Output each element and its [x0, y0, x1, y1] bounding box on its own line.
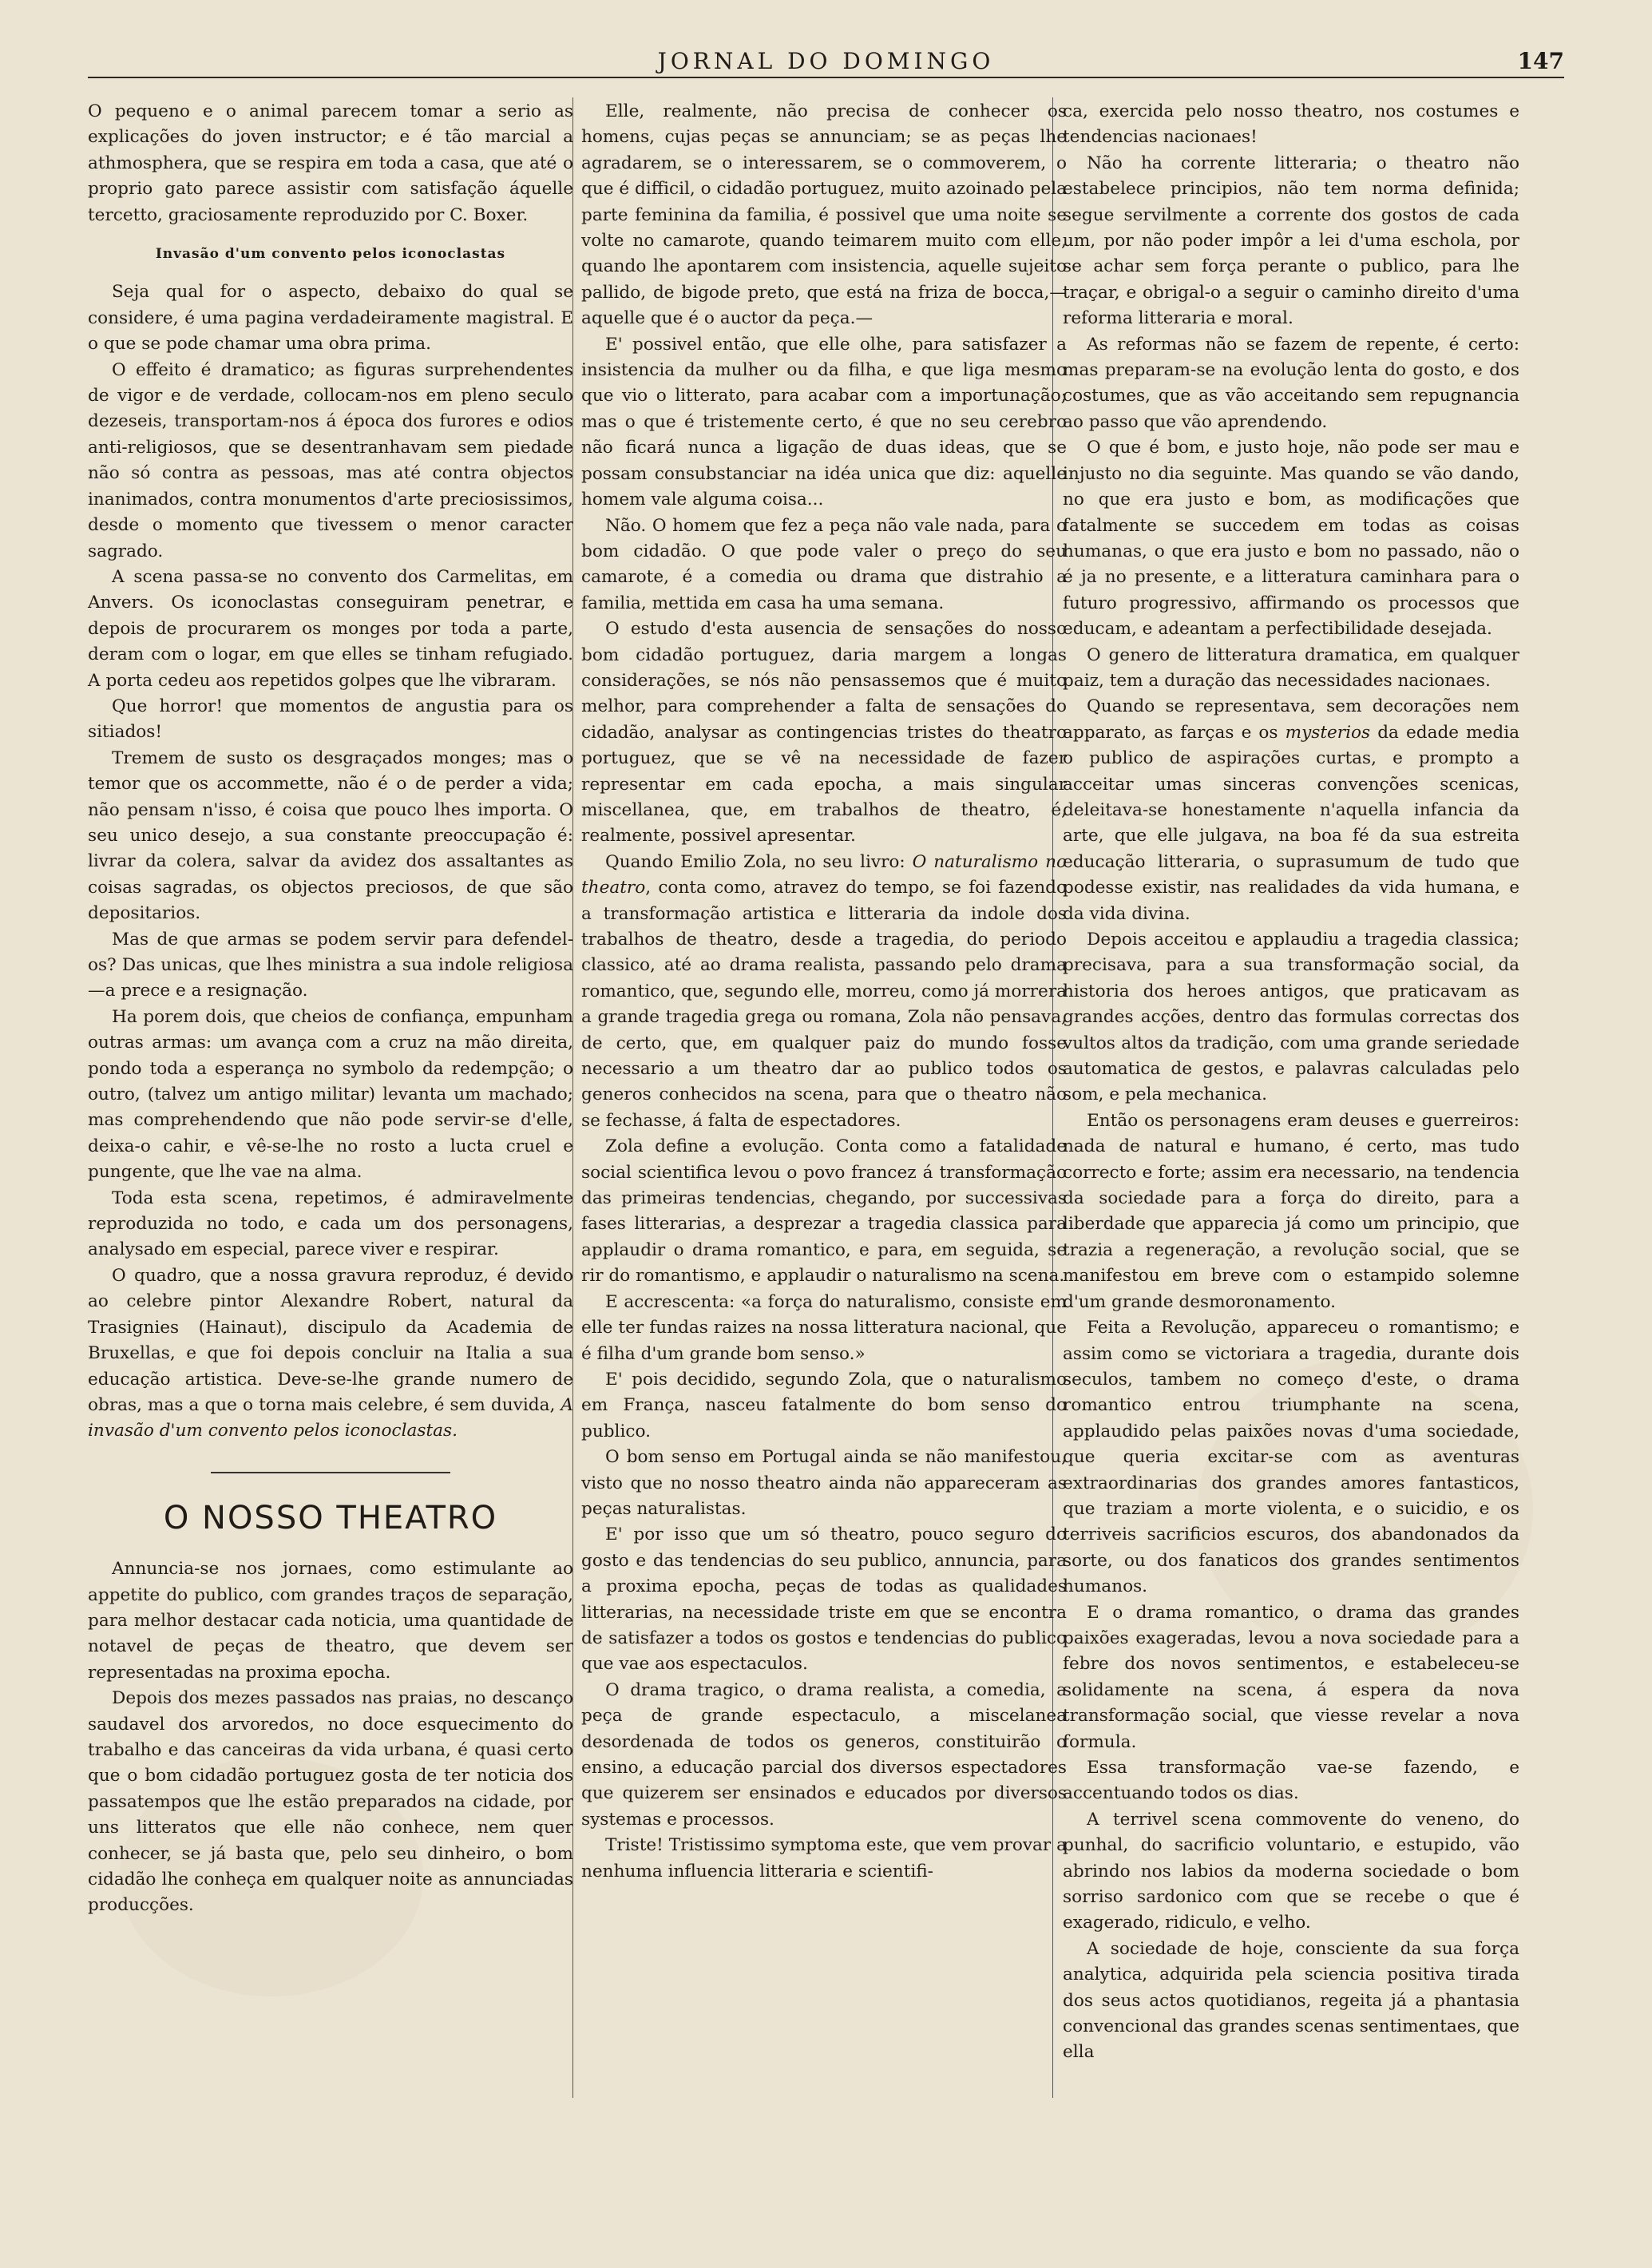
- paragraph: Tremem de susto os desgraçados monges; mas o temor que os accommette, não é o de perder a vida; não pensam n'isso, é coisa que pouco lhes importa. O seu unico desejo, a sua constante preoccupação é: livrar da colera, salvar da avidez dos assaltantes as coisas sagradas, os objectos preciosos, de que são depositarios.: [88, 747, 573, 924]
- paragraph: O effeito é dramatico; as figuras surprehendentes de vigor e de verdade, collocam-nos em pleno seculo dezeseis, transportam-nos á época dos furores e odios anti-religiosos, que se desentranhavam sem piedade não só contra as pessoas, mas até contra objectos inanimados, contra monumentos d'arte preciosissimos, desde o momento que tivessem o menor caracter sagrado.: [88, 359, 573, 561]
- paragraph: [1063, 694, 1519, 927]
- paragraph: Depois dos mezes passados nas praias, no descanço saudavel dos arvoredos, no doce esquecimento do trabalho e das canceiras da vida urbana, é quasi certo que o bom cidadão portuguez gosta de ter noticia dos passatempos que lhe estão preparados na cidade, por uns litteratos que elle não conhece, nem quer conhecer, se já basta que, pelo seu dinheiro, o bom cidadão lhe conheça em qualquer noite as annunciadas producções.: [88, 1688, 573, 1916]
- paragraph: Mas de que armas se podem servir para defendel-os? Das unicas, que lhes ministra a sua indole religiosa—a prece e a resignação.: [88, 929, 573, 1001]
- paragraph: Ha porem dois, que cheios de confiança, empunham outras armas: um avança com a cruz na mão direita, pondo toda a esperança no symbolo da redempção; o outro, (talvez um antigo militar) levanta um machado; mas comprehendendo que não pode servir-se d'elle, deixa-o cahir, e vê-se-lhe no rosto a lucta cruel e pungente, que lhe vae na alma.: [88, 1006, 573, 1183]
- paragraph: Não ha corrente litteraria; o theatro não estabelece principios, não tem norma definida; segue servilmente a corrente dos gostos de cada um, por não poder impôr a lei d'uma eschola, por se achar sem força perante o publico, para lhe traçar, e obrigal-o a seguir o caminho direito d'uma reforma litteraria e moral.: [1063, 153, 1519, 329]
- paragraph: Toda esta scena, repetimos, é admiravelmente reproduzida no todo, e cada um dos personagens, analysado em especial, parece viver e respirar.: [88, 1188, 573, 1260]
- paragraph: O pequeno e o animal parecem tomar a serio as explicações do joven instructor; e é tão marcial a athmosphera, que se respira em toda a casa, que até o proprio gato parece assistir com satisfação áquelle tercetto, graciosamente reproduzido por C. Boxer.: [88, 101, 573, 225]
- paragraph: Elle, realmente, não precisa de conhecer os homens, cujas peças se annunciam; se as peças lhe agradarem, se o interessarem, se o commoverem, o que é difficil, o cidadão portuguez, muito azoinado pela parte feminina da familia, é possivel que uma noite se volte no camarote, quando teimarem muito com elle, quando lhe apontarem com insistencia, aquelle sujeito pallido, de bigode preto, que está na friza de bocca,—aquelle que é o auctor da peça.—: [581, 101, 1067, 329]
- column-3: [1063, 99, 1519, 2066]
- paragraph: Zola define a evolução. Conta como a fatalidade social scientifica levou o povo francez á transformação das primeiras tendencias, chegando, por successivas fases litterarias, a desprezar a tragedia classica para applaudir o drama romantico, e para, em seguida, se rir do romantismo, e applaudir o naturalismo na scena.: [581, 1136, 1067, 1287]
- column-1: [88, 99, 573, 1919]
- section-title: O NOSSO THEATRO: [163, 1499, 498, 1536]
- paragraph: O estudo d'esta ausencia de sensações do nosso bom cidadão portuguez, daria margem a longas considerações, se nós não pensassemos que é muito melhor, para comprehender a falta de sensações do cidadão, analysar as contingencias tristes do theatro portuguez, que se vê na necessidade de fazer representar em cada epocha, a mais singular miscellanea, que, em trabalhos de theatro, é, realmente, possivel apresentar.: [581, 619, 1067, 847]
- paragraph: E' por isso que um só theatro, pouco seguro do gosto e das tendencias do seu publico, annuncia, para a proxima epocha, peças de todas as qualidades litterarias, na necessidade triste em que se encontra de satisfazer a todos os gostos e tendencias do publico que vae aos espectaculos.: [581, 1525, 1067, 1675]
- paragraph-text: O quadro, que a nossa gravura reproduz, é devido ao celebre pintor Alexandre Robert, natural da Trasignies (Hainaut), discipulo da Academia de Bruxellas, e que foi depois concluir na Italia a sua educação artistica. Deve-se-lhe grande numero de obras, mas a que o torna mais celebre, é sem duvida,: [88, 1265, 573, 1415]
- paragraph: Então os personagens eram deuses e guerreiros: nada de natural e humano, é certo, mas tudo correcto e forte; assim era necessario, na tendencia da sociedade para a força do direito, para a liberdade que apparecia já como um principio, que trazia a regeneração, a revolução social, que se manifestou em breve com o estampido solemne d'um grande desmoronamento.: [1063, 1110, 1519, 1312]
- paragraph-text: Quando Emilio Zola, no seu livro:: [605, 851, 913, 872]
- paragraph-text: da edade media o publico de aspirações curtas, e prompto a acceitar umas sinceras convenções scenicas, deleitava-se honestamente n'aquella infancia da arte, que elle julgava, na boa fé da sua estreita educação litteraria, o suprasumum de tudo que podesse existir, nas realidades da vida humana, e da vida divina.: [1063, 722, 1519, 924]
- paragraph: A scena passa-se no convento dos Carmelitas, em Anvers. Os iconoclastas conseguiram penetrar, e depois de procurarem os monges por toda a parte, deram com o logar, em que elles se tinham refugiado. A porta cedeu aos repetidos golpes que lhe vibraram.: [88, 566, 573, 691]
- italic-term: mysterios: [1285, 722, 1371, 743]
- paragraph: O drama tragico, o drama realista, a comedia, a peça de grande espectaculo, a miscelanea desordenada de todos os generos, constituirão o ensino, a educação parcial dos diversos espectadores que quizerem ser ensinados e educados por diversos systemas e processos.: [581, 1679, 1067, 1830]
- column-2: [581, 99, 1067, 1885]
- paragraph: [581, 850, 1067, 1134]
- section-rule: [211, 1472, 450, 1473]
- paragraph-text: , conta como, atravez do tempo, se foi fazendo a transformação artistica e litteraria da indole dos trabalhos de theatro, desde a tragedia, do periodo classico, até ao drama realista, passando pelo drama romantico, que, segundo elle, morreu, como já morrera a grande tragedia grega ou romana, Zola não pensava, de certo, que, em qualquer paiz do mundo fosse necessario a um theatro dar ao publico todos os generos conhecidos na scena, para que o theatro não se fechasse, á falta de espectadores.: [581, 878, 1068, 1131]
- paragraph: A sociedade de hoje, consciente da sua força analytica, adquirida pela sciencia positiva tirada dos seus actos quotidianos, regeita já a phantasia convencional das grandes scenas sentimentaes, que ella: [1063, 1938, 1519, 2063]
- paragraph: Seja qual for o aspecto, debaixo do qual se considere, é uma pagina verdadeiramente magistral. E o que se pode chamar uma obra prima.: [88, 282, 573, 355]
- paragraph: ca, exercida pelo nosso theatro, nos costumes e tendencias nacionaes!: [1063, 101, 1519, 148]
- paragraph: E o drama romantico, o drama das grandes paixões exageradas, levou a nova sociedade para a febre dos novos sentimentos, e estabeleceu-se solidamente na scena, á espera da nova transformação social, que viesse revelar a nova formula.: [1063, 1602, 1519, 1752]
- paragraph: Depois acceitou e applaudiu a tragedia classica; precisava, para a sua transformação social, da historia dos heroes antigos, que praticavam as grandes acções, dentro das formulas correctas dos vultos altos da tradição, com uma grande seriedade automatica de gestos, e palavras calculadas pelo som, e pela mechanica.: [1063, 930, 1519, 1105]
- paragraph: As reformas não se fazem de repente, é certo: mas preparam-se na evolução lenta do gosto, e dos costumes, que as vão acceitando sem repugnancia ao passo que vão aprendendo.: [1063, 334, 1519, 432]
- paragraph: Não. O homem que fez a peça não vale nada, para o bom cidadão. O que pode valer o preço do seu camarote, é a comedia ou drama que distrahio a familia, mettida em casa ha uma semana.: [581, 515, 1067, 613]
- paragraph: [88, 1263, 573, 1445]
- paragraph-text: Quando se representava, sem decorações nem apparato, as farças e os: [1063, 696, 1519, 743]
- article-subheading: Invasão d'um convento pelos iconoclastas: [155, 246, 506, 263]
- paragraph: O genero de litteratura dramatica, em qualquer paiz, tem a duração das necessidades nacionaes.: [1063, 644, 1519, 691]
- masthead: [88, 46, 1564, 78]
- paragraph: A terrivel scena commovente do veneno, do punhal, do sacrificio voluntario, e estupido, vão abrindo nos labios da moderna sociedade o bom sorriso sardonico com que se recebe o que é exagerado, ridiculo, e velho.: [1063, 1809, 1519, 1933]
- paragraph: E accrescenta: «a força do naturalismo, consiste em elle ter fundas raizes na nossa litteratura nacional, que é filha d'um grande bom senso.»: [581, 1291, 1067, 1364]
- paragraph: Que horror! que momentos de angustia para os sitiados!: [88, 696, 573, 743]
- paragraph: O que é bom, e justo hoje, não pode ser mau e injusto no dia seguinte. Mas quando se vão dando, no que era justo e bom, as modificações que fatalmente se succedem em todas as coisas humanas, o que era justo e bom no passado, não o é ja no presente, e a litteratura caminhara para o futuro progressivo, affirmando os processos que educam, e adeantam a perfectibilidade desejada.: [1063, 438, 1519, 640]
- paragraph: Essa transformação vae-se fazendo, e accentuando todos os dias.: [1063, 1758, 1519, 1804]
- paragraph: Triste! Tristissimo symptoma este, que vem provar a nenhuma influencia litteraria e scientifi-: [581, 1835, 1067, 1881]
- paragraph: E' pois decidido, segundo Zola, que o naturalismo em França, nasceu fatalmente do bom senso do publico.: [581, 1369, 1067, 1441]
- paragraph: E' possivel então, que elle olhe, para satisfazer a insistencia da mulher ou da filha, e que liga mesmo que vio o litterato, para acabar com a importunação; mas o que é tristemente certo, é que no seu cerebro não ficará nunca a ligação de duas ideas, que se possam consubstanciar na idéa unica que diz: aquelle homem vale alguma coisa...: [581, 334, 1067, 510]
- paragraph: O bom senso em Portugal ainda se não manifestou, visto que no nosso theatro ainda não appareceram as peças naturalistas.: [581, 1447, 1067, 1519]
- journal-title: JORNAL DO DOMINGO: [657, 48, 995, 74]
- book-title: O naturalismo no theatro: [581, 851, 1067, 898]
- painting-title: A invasão d'um convento pelos iconoclastas.: [88, 1394, 573, 1441]
- paragraph: Annuncia-se nos jornaes, como estimulante ao appetite do publico, com grandes traços de separação, para melhor destacar cada noticia, uma quantidade de notavel de peças de theatro, que devem ser representadas na proxima epocha.: [88, 1559, 573, 1683]
- page-number: 147: [1517, 48, 1564, 74]
- paragraph: Feita a Revolução, appareceu o romantismo; e assim como se victoriara a tragedia, durante dois seculos, tambem no começo d'este, o drama romantico entrou triumphante na scena, applaudido pelas paixões novas d'uma sociedade, que queria excitar-se com as aventuras extraordinarias dos grandes amores fantasticos, que traziam a morte violenta, e o suicidio, e os terriveis sacrificios escuros, dos abandonados da sorte, ou dos fanaticos dos grandes sentimentos humanos.: [1063, 1318, 1519, 1597]
